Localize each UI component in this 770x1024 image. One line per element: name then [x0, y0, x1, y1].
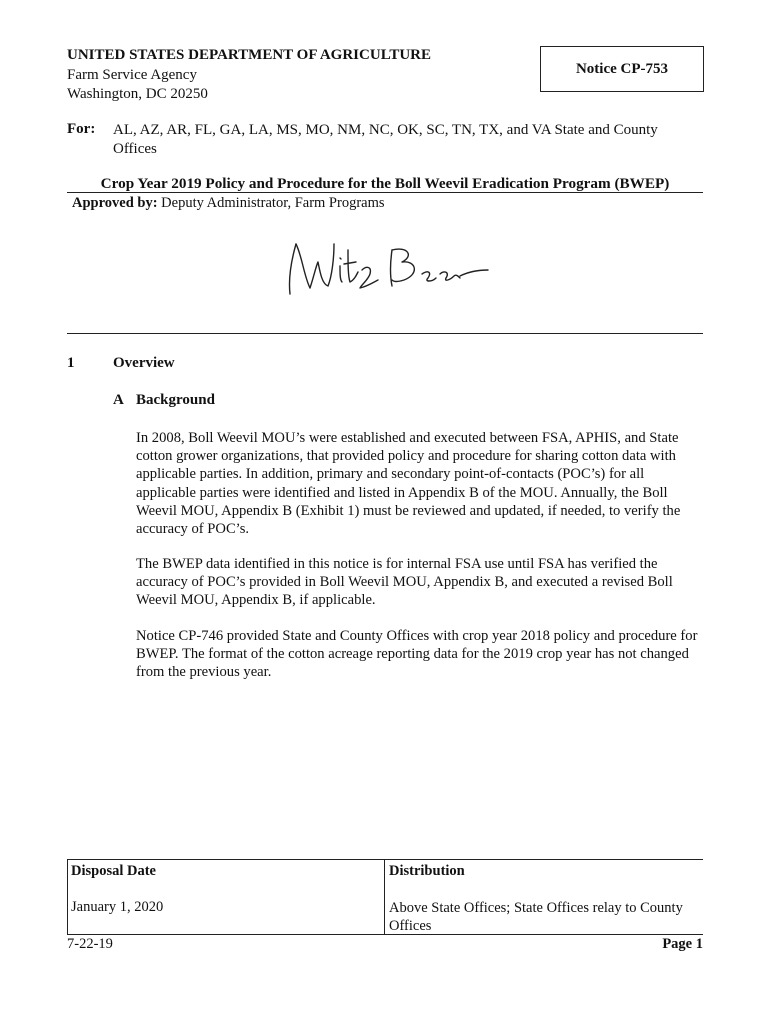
background-paragraph-3: Notice CP-746 provided State and County Offices with crop year 2018 policy and procedure for BWEP. The format of the cotton acreage reporting data for the 2019 crop year has not changed from the previous year.: [136, 628, 698, 681]
handwritten-signature: [282, 236, 492, 298]
for-recipients: AL, AZ, AR, FL, GA, LA, MS, MO, NM, NC, OK, SC, TN, TX, and VA State and County Offices: [113, 122, 658, 157]
signature-divider: [67, 333, 703, 334]
distribution-value: Above State Offices; State Offices relay to County Offices: [389, 900, 683, 934]
section-title: Overview: [113, 355, 175, 371]
background-paragraph-1: In 2008, Boll Weevil MOU’s were established and executed between FSA, APHIS, and State cotton grower organizations, that provided policy and procedure for sharing cotton data with applicable parties. In addition, primary and secondary point-of-contacts (POC’s) for all applicable parties were identified and listed in Appendix B of the MOU. Annually, the Boll Weevil MOU, Appendix B (Exhibit 1) must be reviewed and updated, if needed, to verify the accuracy of POC’s.: [136, 430, 681, 538]
approved-by-label: Approved by:: [72, 195, 158, 211]
for-label: For:: [67, 121, 96, 137]
department-name: UNITED STATES DEPARTMENT OF AGRICULTURE: [67, 47, 431, 63]
disposal-date-value: January 1, 2020: [71, 899, 164, 915]
subsection-title: Background: [136, 392, 215, 408]
distribution-label: Distribution: [389, 863, 465, 879]
agency-block: [67, 46, 431, 105]
approved-by-value: Deputy Administrator, Farm Programs: [161, 195, 385, 211]
agency-name: Farm Service Agency: [67, 66, 197, 83]
title-divider: [67, 192, 703, 193]
approved-by: [72, 195, 385, 212]
section-number: 1: [67, 355, 75, 371]
notice-number-box: [540, 46, 704, 92]
disposal-date-label: Disposal Date: [71, 863, 156, 879]
notice-number: Notice CP-753: [575, 60, 669, 77]
notice-title: Crop Year 2019 Policy and Procedure for the Boll Weevil Eradication Program (BWEP): [100, 175, 670, 192]
footer-table-column-divider: [384, 859, 385, 935]
footer-date: 7-22-19: [67, 936, 113, 952]
page-number: Page 1: [662, 936, 703, 952]
footer-table-left-border: [67, 859, 68, 935]
background-paragraph-2: The BWEP data identified in this notice is for internal FSA use until FSA has verified the accuracy of POC’s provided in Boll Weevil MOU, Appendix B, and executed a revised Boll Weevil MOU, Appendix B, if applicable.: [136, 556, 673, 609]
agency-address: Washington, DC 20250: [67, 86, 208, 102]
subsection-letter: A: [113, 392, 124, 408]
footer-table-top-border: [67, 859, 703, 860]
